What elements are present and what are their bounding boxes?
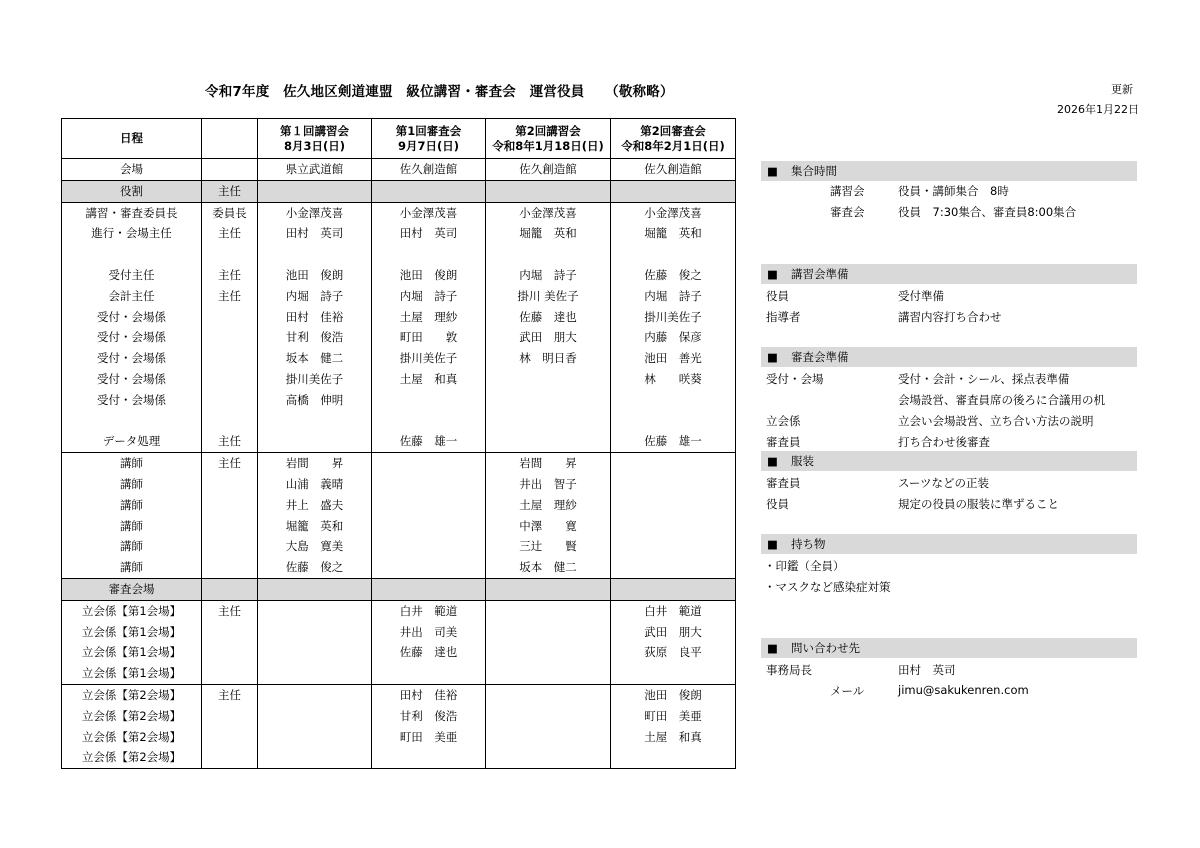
exam-2-cell [611, 516, 736, 537]
lecture-2-cell: 坂本 健二 [486, 557, 611, 578]
exam-1-cell: 佐藤 雄一 [372, 431, 486, 452]
update-date: 2026年1月22日 [1057, 103, 1139, 116]
lecture-2-cell [486, 747, 611, 768]
schedule-cell: 講師 [62, 453, 202, 474]
schedule-cell: 講師 [62, 557, 202, 578]
role-cell [202, 348, 258, 369]
table-row [62, 706, 736, 727]
role-cell [202, 622, 258, 643]
exam-2-cell [611, 390, 736, 411]
lecture-1-cell: 佐藤 俊之 [258, 557, 372, 578]
lecture-2-cell [486, 706, 611, 727]
row-value: 規定の役員の服装に準ずること [898, 497, 1059, 511]
role-cell [202, 495, 258, 516]
square-bullet-icon: ■ [767, 350, 778, 364]
schedule-cell: データ処理 [62, 431, 202, 452]
section-title: 持ち物 [791, 537, 826, 551]
role-cell [202, 327, 258, 348]
exam-2-cell: 佐藤 俊之 [611, 265, 736, 286]
lecture-2-cell: 小金澤茂喜 [486, 202, 611, 223]
header-cell-role [202, 119, 258, 159]
lecture-1-cell: 小金澤茂喜 [258, 202, 372, 223]
exam-2-cell: 内藤 保彦 [611, 327, 736, 348]
square-bullet-icon: ■ [767, 641, 778, 655]
role-cell [202, 369, 258, 390]
row-value: 講習内容打ち合わせ [898, 310, 1002, 324]
table-row [62, 536, 736, 557]
exam-1-cell: 佐久創造館 [372, 159, 486, 181]
header-line1: 第2回審査会 [640, 123, 706, 138]
row-label: 指導者 [766, 310, 801, 324]
header-line2: 令和8年1月18日(日) [492, 138, 604, 153]
exam-1-cell: 井出 司美 [372, 622, 486, 643]
exam-1-cell: 田村 佳裕 [372, 684, 486, 705]
lecture-2-cell [486, 180, 611, 202]
schedule-cell: 立会係【第2会場】 [62, 727, 202, 748]
lecture-1-cell [258, 600, 372, 621]
update-label: 更新 [1111, 83, 1133, 96]
lecture-1-cell [258, 727, 372, 748]
lecture-1-cell: 岩間 昇 [258, 453, 372, 474]
exam-1-cell [372, 495, 486, 516]
schedule-cell: 受付・会場係 [62, 390, 202, 411]
schedule-cell [62, 411, 202, 432]
lecture-1-cell [258, 244, 372, 265]
header-cell-exam-1 [372, 119, 486, 159]
section-attire [761, 451, 1137, 471]
schedule-cell: 受付主任 [62, 265, 202, 286]
table-row [62, 600, 736, 621]
exam-1-cell: 田村 英司 [372, 223, 486, 244]
lecture-1-cell: 県立武道館 [258, 159, 372, 181]
schedule-cell: 立会係【第1会場】 [62, 642, 202, 663]
lecture-1-cell [258, 642, 372, 663]
header-cell-exam-2 [611, 119, 736, 159]
contact-role: 事務局長 [766, 663, 812, 677]
lecture-1-cell [258, 180, 372, 202]
gather-label: 講習会 [830, 184, 865, 198]
exam-2-cell: 小金澤茂喜 [611, 202, 736, 223]
section-lecture-prep [761, 264, 1137, 284]
table-row [62, 747, 736, 768]
schedule-cell: 講習・審査委員長 [62, 202, 202, 223]
schedule-cell: 審査会場 [62, 578, 202, 600]
schedule-cell: 役割 [62, 180, 202, 202]
row-value: スーツなどの正装 [898, 476, 989, 490]
lecture-1-cell: 田村 英司 [258, 223, 372, 244]
square-bullet-icon: ■ [767, 267, 778, 281]
row-label: 審査員 [766, 435, 801, 449]
exam-1-cell [372, 180, 486, 202]
row-value: 受付・会計・シール、採点表準備 [898, 372, 1070, 386]
table-row [62, 684, 736, 705]
lecture-1-cell: 池田 俊朗 [258, 265, 372, 286]
exam-2-cell [611, 453, 736, 474]
role-cell [202, 159, 258, 181]
lecture-2-cell: 土屋 理紗 [486, 495, 611, 516]
lecture-2-cell [486, 663, 611, 684]
table-row [62, 369, 736, 390]
role-cell: 委員長 [202, 202, 258, 223]
exam-1-cell: 甘利 俊浩 [372, 706, 486, 727]
exam-1-cell: 土屋 和真 [372, 369, 486, 390]
role-cell [202, 536, 258, 557]
exam-2-cell [611, 495, 736, 516]
mail-label: メール [830, 684, 865, 698]
lecture-2-cell [486, 684, 611, 705]
section-contact [761, 638, 1137, 658]
row-label: 立会係 [766, 414, 801, 428]
lecture-2-cell: 林 明日香 [486, 348, 611, 369]
table-row [62, 495, 736, 516]
item-text: ・マスクなど感染症対策 [764, 580, 891, 594]
header-line2: 8月3日(日) [283, 138, 345, 153]
lecture-2-cell: 内堀 詩子 [486, 265, 611, 286]
schedule-cell: 受付・会場係 [62, 327, 202, 348]
role-cell [202, 244, 258, 265]
exam-2-cell [611, 663, 736, 684]
role-cell: 主任 [202, 180, 258, 202]
exam-2-cell: 土屋 和真 [611, 727, 736, 748]
schedule-cell: 立会係【第1会場】 [62, 663, 202, 684]
exam-2-cell: 白井 範道 [611, 600, 736, 621]
lecture-1-cell [258, 747, 372, 768]
header-cell-schedule [62, 119, 202, 159]
row-value: 立会い会場設営、立ち合い方法の説明 [898, 414, 1094, 428]
table-row [62, 642, 736, 663]
lecture-2-cell: 武田 朋大 [486, 327, 611, 348]
exam-2-cell: 佐久創造館 [611, 159, 736, 181]
exam-1-cell: 町田 敦 [372, 327, 486, 348]
lecture-1-cell: 田村 佳裕 [258, 307, 372, 328]
lecture-1-cell [258, 663, 372, 684]
lecture-1-cell [258, 431, 372, 452]
table-row [62, 390, 736, 411]
schedule-header-row [62, 119, 736, 159]
venue-row [62, 159, 736, 181]
table-row [62, 453, 736, 474]
role-cell: 主任 [202, 684, 258, 705]
lecture-2-cell [486, 431, 611, 452]
lecture-2-cell [486, 244, 611, 265]
page-title: 令和7年度 佐久地区剣道連盟 級位講習・審査会 運営役員 （敬称略） [205, 84, 674, 100]
table-row [62, 431, 736, 452]
gather-value: 役員 7:30集合、審査員8:00集合 [898, 205, 1077, 219]
schedule-cell: 立会係【第2会場】 [62, 706, 202, 727]
table-row [62, 327, 736, 348]
lecture-1-cell: 大島 寛美 [258, 536, 372, 557]
header-line1: 第１回講習会 [280, 123, 349, 138]
lecture-1-cell [258, 706, 372, 727]
table-row [62, 622, 736, 643]
exam-2-cell: 佐藤 雄一 [611, 431, 736, 452]
exam-1-cell: 白井 範道 [372, 600, 486, 621]
role-cell [202, 642, 258, 663]
item-text: ・印鑑（全員） [764, 559, 845, 573]
schedule-cell [62, 244, 202, 265]
role-cell [202, 747, 258, 768]
schedule-cell: 受付・会場係 [62, 348, 202, 369]
table-row [62, 411, 736, 432]
square-bullet-icon: ■ [767, 454, 778, 468]
lecture-2-cell [486, 578, 611, 600]
section-title: 問い合わせ先 [791, 641, 860, 655]
table-row [62, 244, 736, 265]
table-row [62, 265, 736, 286]
role-cell [202, 390, 258, 411]
exam-2-cell: 内堀 詩子 [611, 286, 736, 307]
header-line1: 第1回審査会 [395, 123, 462, 138]
lecture-2-cell: 岩間 昇 [486, 453, 611, 474]
exam-2-cell [611, 747, 736, 768]
row-value: 打ち合わせ後審査 [898, 435, 990, 449]
lecture-1-cell: 掛川美佐子 [258, 369, 372, 390]
exam-2-cell: 堀籠 英和 [611, 223, 736, 244]
lecture-1-cell [258, 578, 372, 600]
schedule-cell: 立会係【第1会場】 [62, 622, 202, 643]
table-row [62, 202, 736, 223]
section-row [62, 180, 736, 202]
exam-1-cell: 掛川美佐子 [372, 348, 486, 369]
table-row [62, 516, 736, 537]
lecture-2-cell: 中澤 寛 [486, 516, 611, 537]
role-cell [202, 474, 258, 495]
exam-1-cell [372, 747, 486, 768]
exam-1-cell [372, 663, 486, 684]
lecture-2-cell: 佐久創造館 [486, 159, 611, 181]
gather-label: 審査会 [830, 205, 865, 219]
header-cell-lecture-2 [486, 119, 611, 159]
lecture-2-cell [486, 642, 611, 663]
role-cell [202, 307, 258, 328]
schedule-cell: 受付・会場係 [62, 369, 202, 390]
section-gather-time [761, 161, 1137, 181]
gather-value: 役員・講師集合 8時 [898, 184, 1009, 198]
exam-1-cell: 土屋 理紗 [372, 307, 486, 328]
schedule-cell: 講師 [62, 516, 202, 537]
role-cell [202, 578, 258, 600]
exam-2-cell: 掛川美佐子 [611, 307, 736, 328]
exam-1-cell [372, 411, 486, 432]
exam-1-cell [372, 536, 486, 557]
row-label: 役員 [766, 497, 789, 511]
exam-1-cell [372, 516, 486, 537]
table-row [62, 663, 736, 684]
exam-2-cell [611, 180, 736, 202]
mail-address[interactable]: jimu@sakukenren.com [898, 683, 1029, 697]
section-title: 講習会準備 [791, 267, 849, 281]
schedule-cell: 講師 [62, 536, 202, 557]
exam-1-cell: 池田 俊朗 [372, 265, 486, 286]
section-row [62, 578, 736, 600]
exam-2-cell [611, 536, 736, 557]
lecture-1-cell: 内堀 詩子 [258, 286, 372, 307]
role-cell: 主任 [202, 453, 258, 474]
lecture-2-cell: 堀籠 英和 [486, 223, 611, 244]
table-row [62, 286, 736, 307]
role-cell: 主任 [202, 431, 258, 452]
lecture-1-cell: 堀籠 英和 [258, 516, 372, 537]
exam-1-cell: 内堀 詩子 [372, 286, 486, 307]
table-row [62, 474, 736, 495]
role-cell [202, 516, 258, 537]
schedule-cell: 講師 [62, 474, 202, 495]
exam-1-cell [372, 557, 486, 578]
lecture-1-cell: 井上 盛夫 [258, 495, 372, 516]
table-row [62, 348, 736, 369]
exam-1-cell [372, 474, 486, 495]
lecture-2-cell [486, 622, 611, 643]
lecture-1-cell: 山浦 義晴 [258, 474, 372, 495]
exam-2-cell [611, 474, 736, 495]
role-cell: 主任 [202, 286, 258, 307]
lecture-2-cell [486, 727, 611, 748]
role-cell [202, 727, 258, 748]
table-row [62, 727, 736, 748]
exam-2-cell: 武田 朋大 [611, 622, 736, 643]
section-title: 集合時間 [791, 164, 837, 178]
exam-1-cell [372, 578, 486, 600]
lecture-1-cell: 坂本 健二 [258, 348, 372, 369]
row-label: 役員 [766, 289, 789, 303]
exam-1-cell: 佐藤 達也 [372, 642, 486, 663]
header-line1: 日程 [120, 131, 143, 145]
row-label: 受付・会場 [766, 372, 824, 386]
row-value: 受付準備 [898, 289, 944, 303]
header-line2: 9月7日(日) [397, 138, 459, 153]
lecture-2-cell: 佐藤 達也 [486, 307, 611, 328]
schedule-cell: 立会係【第2会場】 [62, 747, 202, 768]
schedule-cell: 会場 [62, 159, 202, 181]
exam-2-cell [611, 578, 736, 600]
schedule-table [61, 118, 736, 769]
schedule-cell: 立会係【第1会場】 [62, 600, 202, 621]
exam-2-cell [611, 244, 736, 265]
lecture-1-cell [258, 622, 372, 643]
exam-1-cell: 町田 美亜 [372, 727, 486, 748]
lecture-2-cell: 井出 智子 [486, 474, 611, 495]
section-title: 審査会準備 [791, 350, 849, 364]
table-row [62, 557, 736, 578]
lecture-2-cell [486, 390, 611, 411]
role-cell: 主任 [202, 265, 258, 286]
header-line2: 令和8年2月1日(日) [621, 138, 725, 153]
lecture-1-cell [258, 684, 372, 705]
exam-1-cell [372, 244, 486, 265]
role-cell [202, 411, 258, 432]
exam-1-cell [372, 453, 486, 474]
contact-name: 田村 英司 [898, 663, 956, 677]
exam-2-cell: 池田 善光 [611, 348, 736, 369]
exam-1-cell: 小金澤茂喜 [372, 202, 486, 223]
lecture-2-cell: 三辻 賢 [486, 536, 611, 557]
exam-2-cell [611, 557, 736, 578]
role-cell [202, 663, 258, 684]
lecture-1-cell [258, 411, 372, 432]
table-row [62, 307, 736, 328]
schedule-cell: 受付・会場係 [62, 307, 202, 328]
square-bullet-icon: ■ [767, 164, 778, 178]
lecture-2-cell [486, 411, 611, 432]
lecture-2-cell [486, 369, 611, 390]
section-items [761, 534, 1137, 554]
row-label: 審査員 [766, 476, 801, 490]
table-row [62, 223, 736, 244]
exam-2-cell [611, 411, 736, 432]
header-line1: 第2回講習会 [515, 123, 581, 138]
exam-2-cell: 荻原 良平 [611, 642, 736, 663]
square-bullet-icon: ■ [767, 537, 778, 551]
schedule-body [62, 119, 736, 769]
exam-2-cell: 町田 美亜 [611, 706, 736, 727]
schedule-cell: 進行・会場主任 [62, 223, 202, 244]
role-cell [202, 557, 258, 578]
lecture-2-cell: 掛川 美佐子 [486, 286, 611, 307]
schedule-cell: 講師 [62, 495, 202, 516]
section-exam-prep [761, 347, 1137, 367]
section-title: 服装 [791, 454, 814, 468]
exam-2-cell: 林 咲葵 [611, 369, 736, 390]
role-cell: 主任 [202, 223, 258, 244]
row-value: 会場設営、審査員席の後ろに合議用の机 [898, 393, 1105, 407]
role-cell [202, 706, 258, 727]
lecture-1-cell: 高橋 伸明 [258, 390, 372, 411]
schedule-cell: 立会係【第2会場】 [62, 684, 202, 705]
exam-1-cell [372, 390, 486, 411]
exam-2-cell: 池田 俊朗 [611, 684, 736, 705]
role-cell: 主任 [202, 600, 258, 621]
schedule-cell: 会計主任 [62, 286, 202, 307]
lecture-1-cell: 甘利 俊浩 [258, 327, 372, 348]
header-cell-lecture-1 [258, 119, 372, 159]
lecture-2-cell [486, 600, 611, 621]
